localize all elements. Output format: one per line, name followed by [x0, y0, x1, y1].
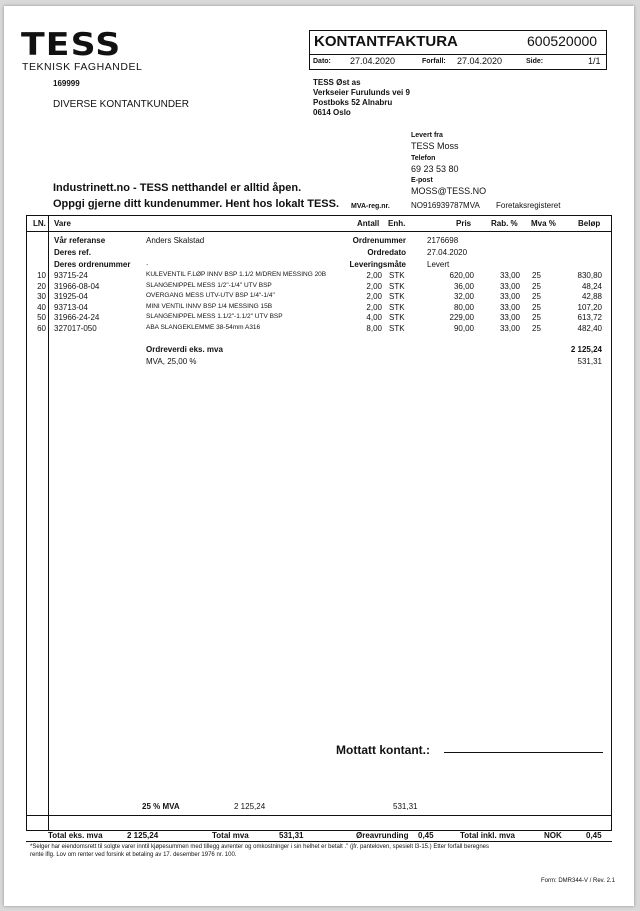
currency: NOK: [544, 831, 562, 840]
page-number: 1/1: [588, 56, 601, 66]
line-item-desc: SLANGENIPPEL MESS 1.1/2"-1.1/2" UTV BSP: [146, 313, 283, 320]
invoice-page: [4, 6, 634, 906]
line-item-price: 80,00: [453, 302, 474, 312]
order-date: 27.04.2020: [427, 248, 468, 257]
phone-label: Telefon: [411, 155, 436, 162]
vat-reg-number: NO916939787MVA: [411, 201, 480, 210]
page-label: Side:: [526, 58, 544, 65]
total-vat: 531,31: [279, 831, 304, 840]
vat-line-amount: 531,31: [577, 357, 602, 366]
line-item-amount: 613,72: [577, 313, 602, 322]
line-item-desc: SLANGENIPPEL MESS 1/2"-1/4" UTV BSP: [146, 281, 272, 289]
line-item-vat: 25: [532, 281, 541, 291]
line-item-item: 31925-04: [54, 292, 88, 301]
line-item-disc: 33,00: [499, 271, 520, 280]
line-item-unit: STK: [389, 271, 405, 280]
invoice-number: 600520000: [527, 33, 598, 49]
line-item-qty: 2,00: [366, 281, 382, 291]
line-item-vat: 25: [532, 302, 541, 312]
line-item-unit: STK: [389, 323, 405, 333]
phone-number: 69 23 53 80: [411, 164, 459, 174]
rounding: 0,45: [418, 831, 434, 840]
line-item-disc: 33,00: [499, 323, 520, 333]
col-unit: Enh.: [388, 219, 406, 228]
invoice-date: 27.04.2020: [350, 56, 396, 66]
delivery-method: Levert: [427, 260, 450, 269]
footnote-line-1: *Selger har eiendomsrett til solgte varer inntil kjøpesummen med tillegg avrenter og omkostninger i sin helhet er betalt ." (jfr. panteloven, spesielt l3-15.) Etter forfall beregnes: [30, 844, 490, 850]
col-qty: Antall: [357, 219, 380, 228]
line-item-amount: 830,80: [577, 271, 602, 280]
customer-number: 169999: [53, 79, 80, 88]
line-item-ln: 60: [37, 323, 46, 333]
form-id: Form: DMR344-V / Rev. 2.1: [541, 878, 615, 884]
their-order: .: [146, 258, 149, 267]
line-item-ln: 10: [37, 271, 46, 280]
line-item-desc: KULEVENTIL F.LØP INNV BSP 1.1/2 M/DREN MESSING 20B: [146, 271, 327, 278]
summary-divider: [26, 815, 612, 816]
line-item-vat: 25: [532, 271, 541, 280]
line-item-price: 90,00: [453, 323, 474, 333]
line-item-qty: 2,00: [366, 271, 382, 280]
received-cash-label: Mottatt kontant.:: [336, 743, 430, 757]
order-value: 2 125,24: [570, 345, 602, 354]
rounding-label: Øreavrunding: [356, 831, 409, 840]
vat-summary-vat: 531,31: [393, 802, 418, 811]
line-item-item: 31966-08-04: [54, 281, 100, 291]
delivered-from-label: Levert fra: [411, 132, 443, 139]
line-item-ln: 30: [37, 292, 46, 301]
line-item-unit: STK: [389, 292, 405, 301]
line-item-ln: 20: [37, 281, 46, 291]
line-item-disc: 33,00: [499, 313, 520, 322]
line-item-qty: 2,00: [366, 302, 382, 312]
line-item-vat: 25: [532, 292, 541, 301]
line-item-unit: STK: [389, 281, 405, 291]
order-no: 2176698: [427, 236, 459, 245]
line-item-desc: ABA SLANGEKLEMME 38-54mm A316: [146, 323, 261, 331]
vat-summary-label: 25 % MVA: [142, 802, 180, 811]
vat-reg-label: MVA-reg.nr.: [351, 203, 390, 210]
line-item-qty: 2,00: [366, 292, 382, 301]
col-vat: Mva %: [531, 219, 556, 228]
our-ref-label: Vår referanse: [54, 236, 106, 245]
line-item-ln: 50: [37, 313, 46, 322]
total-incl: 0,45: [586, 831, 602, 840]
total-ex: 2 125,24: [127, 831, 159, 840]
line-item-amount: 482,40: [577, 323, 602, 333]
col-discount: Rab. %: [491, 219, 518, 228]
line-item-vat: 25: [532, 323, 541, 333]
vat-summary-base: 2 125,24: [234, 802, 266, 811]
line-item-item: 31966-24-24: [54, 313, 100, 322]
line-item-amount: 42,88: [581, 292, 602, 301]
line-item-vat: 25: [532, 313, 541, 322]
footnote-line-2: rente iflg. Lov om renter ved forsink et betaling av 17. desember 1976 nr. 100.: [30, 852, 237, 858]
line-item-amount: 107,20: [577, 302, 602, 312]
our-ref: Anders Skalstad: [146, 236, 205, 245]
email-address: MOSS@TESS.NO: [411, 186, 487, 196]
due-label: Forfall:: [422, 58, 446, 65]
line-item-unit: STK: [389, 313, 405, 322]
email-label: E-post: [411, 177, 433, 184]
line-item-disc: 33,00: [499, 292, 520, 301]
received-cash-line: [444, 752, 603, 753]
totals-bottom-line: [26, 841, 612, 842]
seller-pobox: Postboks 52 Alnabru: [313, 98, 393, 107]
total-incl-label: Total inkl. mva: [460, 831, 515, 840]
company-logo: TESS: [21, 27, 122, 63]
header-divider: [309, 54, 607, 55]
customer-name: DIVERSE KONTANTKUNDER: [53, 99, 189, 110]
col-item: Vare: [54, 219, 71, 228]
column-header-divider: [26, 231, 612, 232]
col-ln: LN.: [33, 219, 46, 228]
line-item-price: 229,00: [449, 313, 474, 322]
seller-street: Verkseier Furulunds vei 9: [313, 88, 410, 97]
line-item-ln: 40: [37, 302, 46, 312]
total-ex-label: Total eks. mva: [48, 831, 103, 840]
line-item-qty: 8,00: [366, 323, 382, 333]
their-order-label: Deres ordrenummer: [54, 260, 131, 269]
line-item-item: 93715-24: [54, 271, 88, 280]
line-item-item: 93713-04: [54, 302, 88, 312]
delivery-method-label: Leveringsmåte: [349, 260, 406, 269]
line-item-amount: 48,24: [581, 281, 602, 291]
date-label: Dato:: [313, 58, 331, 65]
col-amount: Beløp: [578, 219, 601, 228]
invoice-title: KONTANTFAKTURA: [314, 33, 458, 50]
business-register: Foretaksregisteret: [496, 201, 561, 210]
col-price: Pris: [456, 219, 472, 228]
line-item-disc: 33,00: [499, 281, 520, 291]
order-date-label: Ordredato: [367, 248, 406, 257]
promo-line-1: Industrinett.no - TESS netthandel er alltid åpen.: [53, 182, 302, 194]
their-ref-label: Deres ref.: [54, 248, 91, 257]
line-item-qty: 4,00: [366, 313, 382, 322]
due-date: 27.04.2020: [457, 56, 503, 66]
ln-column-divider: [48, 215, 49, 831]
promo-line-2: Oppgi gjerne ditt kundenummer. Hent hos lokalt TESS.: [53, 198, 340, 210]
company-logo-subtitle: TEKNISK FAGHANDEL: [22, 62, 143, 73]
line-item-unit: STK: [389, 302, 405, 312]
order-value-label: Ordreverdi eks. mva: [146, 345, 223, 354]
seller-name: TESS Øst as: [313, 78, 361, 87]
order-no-label: Ordrenummer: [352, 236, 406, 245]
line-item-price: 32,00: [453, 292, 474, 301]
line-item-desc: OVERGANG MESS UTV-UTV BSP 1/4"-1/4": [146, 292, 275, 299]
seller-city: 0614 Oslo: [313, 108, 351, 117]
line-item-item: 327017-050: [54, 323, 97, 333]
total-vat-label: Total mva: [212, 831, 249, 840]
vat-line-label: MVA, 25,00 %: [146, 357, 197, 366]
delivered-from: TESS Moss: [411, 141, 459, 151]
line-item-price: 620,00: [449, 271, 474, 280]
line-item-desc: MINI VENTIL INNV BSP 1/4 MESSING 15B: [146, 302, 273, 310]
line-item-disc: 33,00: [499, 302, 520, 312]
line-item-price: 36,00: [453, 281, 474, 291]
